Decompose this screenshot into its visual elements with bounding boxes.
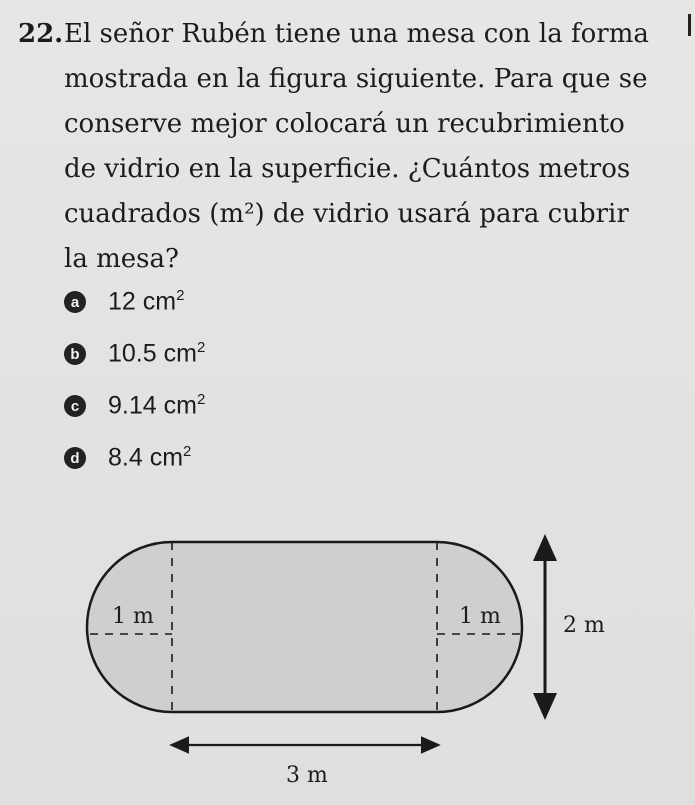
question-line-1: El señor Rubén tiene una mesa con la forma [64, 19, 649, 49]
option-a-badge: a [64, 291, 86, 313]
option-c[interactable] [64, 380, 205, 432]
question-block [18, 12, 668, 282]
option-c-badge: c [64, 395, 86, 417]
height-label: 2 m [563, 613, 605, 638]
option-b-text: 10.5 $cm^2$ [108, 339, 206, 368]
margin-mark [688, 14, 691, 36]
question-line-2: mostrada en la figura siguiente. Para que se [64, 64, 648, 94]
option-b[interactable] [64, 328, 205, 380]
question-line-3: conserve mejor colocará un recubrimiento [64, 109, 625, 139]
question-number: 22. [18, 19, 64, 49]
right-radius-label: 1 m [459, 604, 501, 629]
question-line-4: de vidrio en la superficie. ¿Cuántos metros [64, 154, 631, 184]
left-radius-label: 1 m [112, 604, 154, 629]
option-a-text: 12 $cm^2$ [108, 287, 185, 316]
option-b-badge: b [64, 343, 86, 365]
question-line-5: cuadrados (m²) de vidrio usará para cubrir [64, 199, 629, 229]
option-c-text: 9.14 $cm^2$ [108, 391, 206, 420]
table-figure [0, 520, 695, 805]
option-d-badge: d [64, 447, 86, 469]
answer-options [64, 276, 205, 484]
option-a[interactable] [64, 276, 205, 328]
question-line-6: la mesa? [64, 244, 179, 274]
option-d-text: 8.4 $cm^2$ [108, 443, 192, 472]
length-label: 3 m [286, 763, 328, 788]
option-d[interactable] [64, 432, 205, 484]
